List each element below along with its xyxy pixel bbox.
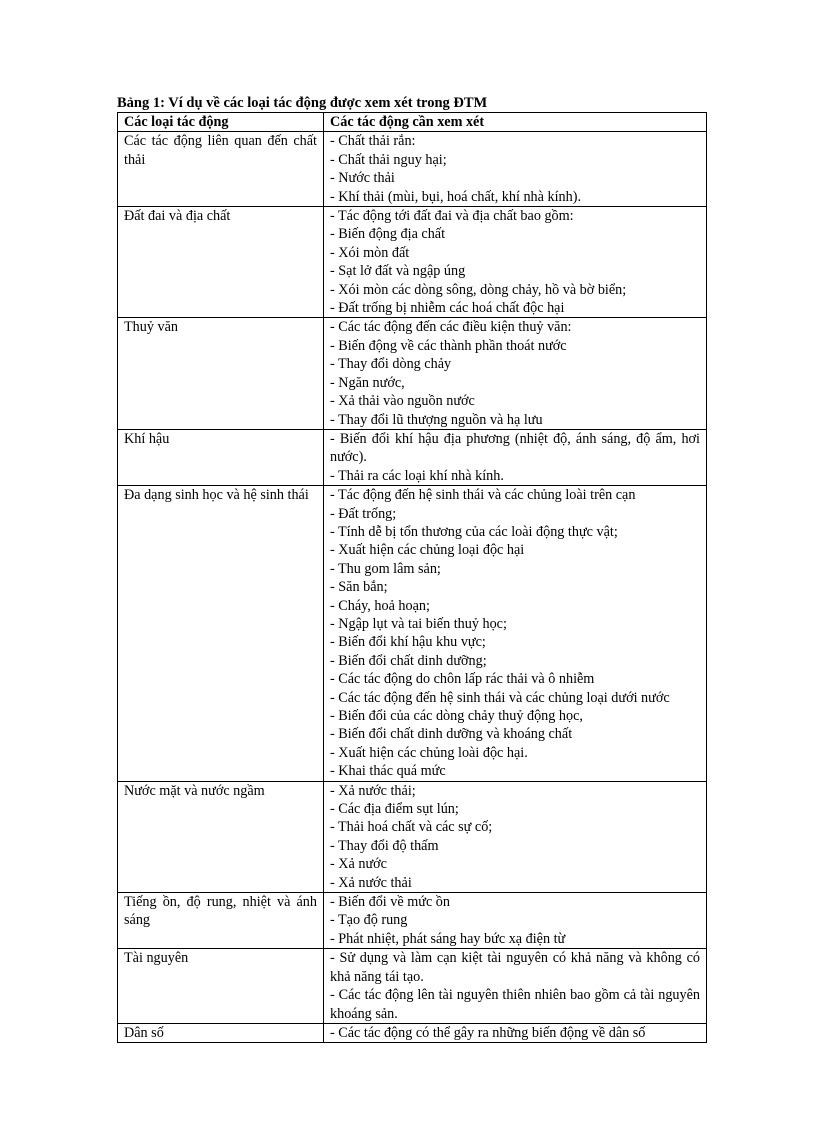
impact-item: - Cháy, hoả hoạn; bbox=[330, 597, 430, 614]
table-header-row bbox=[118, 113, 707, 132]
impact-item: - Xói mòn các dòng sông, dòng chảy, hồ và bờ biển; bbox=[330, 281, 627, 298]
impact-category: Tiếng ồn, độ rung, nhiệt và ánh sáng bbox=[118, 893, 324, 949]
impact-item: - Biến đổi khí hậu địa phương (nhiệt độ, ánh sáng, độ ẩm, hơi nước). bbox=[330, 430, 700, 466]
header-impact-type: Các loại tác động bbox=[118, 113, 324, 132]
impact-item: - Chất thải rắn: bbox=[330, 133, 416, 150]
impact-item: - Xuất hiện các chủng loài độc hại. bbox=[330, 744, 528, 761]
impact-item: - Biến động về các thành phần thoát nước bbox=[330, 337, 567, 354]
table-row bbox=[118, 318, 707, 429]
impact-item: - Săn bắn; bbox=[330, 579, 388, 596]
impact-item: - Xói mòn đất bbox=[330, 244, 410, 261]
impact-item: - Tính dễ bị tổn thương của các loài động thực vật; bbox=[330, 523, 618, 540]
impact-items-cell bbox=[324, 1023, 707, 1042]
impact-item: - Tác động đến hệ sinh thái và các chủng loài trên cạn bbox=[330, 487, 636, 504]
impact-item: - Thải hoá chất và các sự cố; bbox=[330, 819, 493, 836]
impact-item: - Đất trống; bbox=[330, 505, 397, 522]
impact-items-cell bbox=[324, 486, 707, 782]
impact-item: - Xuất hiện các chủng loại độc hại bbox=[330, 542, 525, 559]
table-row bbox=[118, 132, 707, 207]
table-row bbox=[118, 429, 707, 485]
impact-item: - Biến đổi khí hậu khu vực; bbox=[330, 634, 486, 651]
impact-category: Thuỷ văn bbox=[118, 318, 324, 429]
impact-item: - Các tác động đến các điều kiện thuỷ văn: bbox=[330, 319, 572, 336]
table-row bbox=[118, 486, 707, 782]
impact-table bbox=[117, 112, 707, 1043]
impact-item: - Các tác động lên tài nguyên thiên nhiên bao gồm cả tài nguyên khoáng sản. bbox=[330, 987, 700, 1022]
table-row bbox=[118, 893, 707, 949]
impact-item: - Xả nước bbox=[330, 856, 387, 873]
impact-item: - Phát nhiệt, phát sáng hay bức xạ điện từ bbox=[330, 930, 566, 947]
impact-item: - Ngăn nước, bbox=[330, 374, 405, 391]
impact-item: - Biến đổi của các dòng chảy thuỷ động học, bbox=[330, 708, 583, 724]
impact-items-cell bbox=[324, 429, 707, 485]
header-impacts-to-consider: Các tác động cần xem xét bbox=[324, 113, 707, 132]
impact-item: - Khí thải (mùi, bụi, hoá chất, khí nhà kính). bbox=[330, 188, 581, 205]
impact-item: - Tác động tới đất đai và địa chất bao gồm: bbox=[330, 208, 574, 225]
impact-item: - Ngập lụt và tai biến thuỷ học; bbox=[330, 615, 507, 632]
impact-category: Đất đai và địa chất bbox=[118, 207, 324, 318]
impact-category: Tài nguyên bbox=[118, 949, 324, 1024]
impact-item: - Khai thác quá mức bbox=[330, 763, 446, 780]
impact-item: - Đất trống bị nhiễm các hoá chất độc hại bbox=[330, 300, 565, 317]
impact-item: - Xả nước thải; bbox=[330, 782, 416, 799]
impact-category: Nước mặt và nước ngầm bbox=[118, 781, 324, 892]
impact-items-cell bbox=[324, 132, 707, 207]
table-row bbox=[118, 1023, 707, 1042]
impact-item: - Biến đổi chất dinh dưỡng; bbox=[330, 652, 487, 669]
impact-item: - Các tác động do chôn lấp rác thải và ô nhiễm bbox=[330, 671, 595, 688]
impact-item: - Nước thải bbox=[330, 170, 395, 187]
impact-item: - Thay đổi độ thấm bbox=[330, 837, 439, 854]
table-row bbox=[118, 781, 707, 892]
impact-items-cell bbox=[324, 781, 707, 892]
impact-items-cell bbox=[324, 949, 707, 1024]
table-row bbox=[118, 949, 707, 1024]
impact-category: Khí hậu bbox=[118, 429, 324, 485]
impact-category: Dân số bbox=[118, 1023, 324, 1042]
impact-item: - Tạo độ rung bbox=[330, 912, 408, 929]
impact-items-cell bbox=[324, 318, 707, 429]
table-body bbox=[118, 132, 707, 1043]
impact-items-cell bbox=[324, 893, 707, 949]
impact-item: - Thu gom lâm sản; bbox=[330, 560, 441, 577]
impact-item: - Xả nước thải bbox=[330, 874, 412, 891]
impact-item: - Các tác động có thể gây ra những biến động về dân số bbox=[330, 1024, 646, 1041]
impact-item: - Sử dụng và làm cạn kiệt tài nguyên có khả năng và không có khả năng tái tạo. bbox=[330, 950, 700, 985]
impact-item: - Thay đổi lũ thượng nguồn và hạ lưu bbox=[330, 411, 543, 428]
impact-item: - Các địa điểm sụt lún; bbox=[330, 801, 459, 818]
table-row bbox=[118, 207, 707, 318]
impact-item: - Biến đổi chất dinh dưỡng và khoáng chất bbox=[330, 726, 573, 743]
impact-category: Đa dạng sinh học và hệ sinh thái bbox=[118, 486, 324, 782]
impact-item: - Sạt lở đất và ngập úng bbox=[330, 263, 466, 280]
impact-item: - Xả thải vào nguồn nước bbox=[330, 393, 475, 410]
impact-items-cell bbox=[324, 207, 707, 318]
impact-item: - Các tác động đến hệ sinh thái và các chủng loại dưới nước bbox=[330, 689, 670, 706]
impact-item: - Thay đổi dòng chảy bbox=[330, 356, 452, 373]
impact-item: - Chất thải nguy hại; bbox=[330, 151, 447, 168]
impact-item: - Biến đổi về mức ồn bbox=[330, 894, 450, 911]
impact-category: Các tác động liên quan đến chất thải bbox=[118, 132, 324, 207]
impact-item: - Thải ra các loại khí nhà kính. bbox=[330, 467, 504, 484]
impact-item: - Biến động địa chất bbox=[330, 226, 446, 243]
table-caption: Bảng 1: Ví dụ về các loại tác động được xem xét trong ĐTM bbox=[117, 95, 488, 111]
